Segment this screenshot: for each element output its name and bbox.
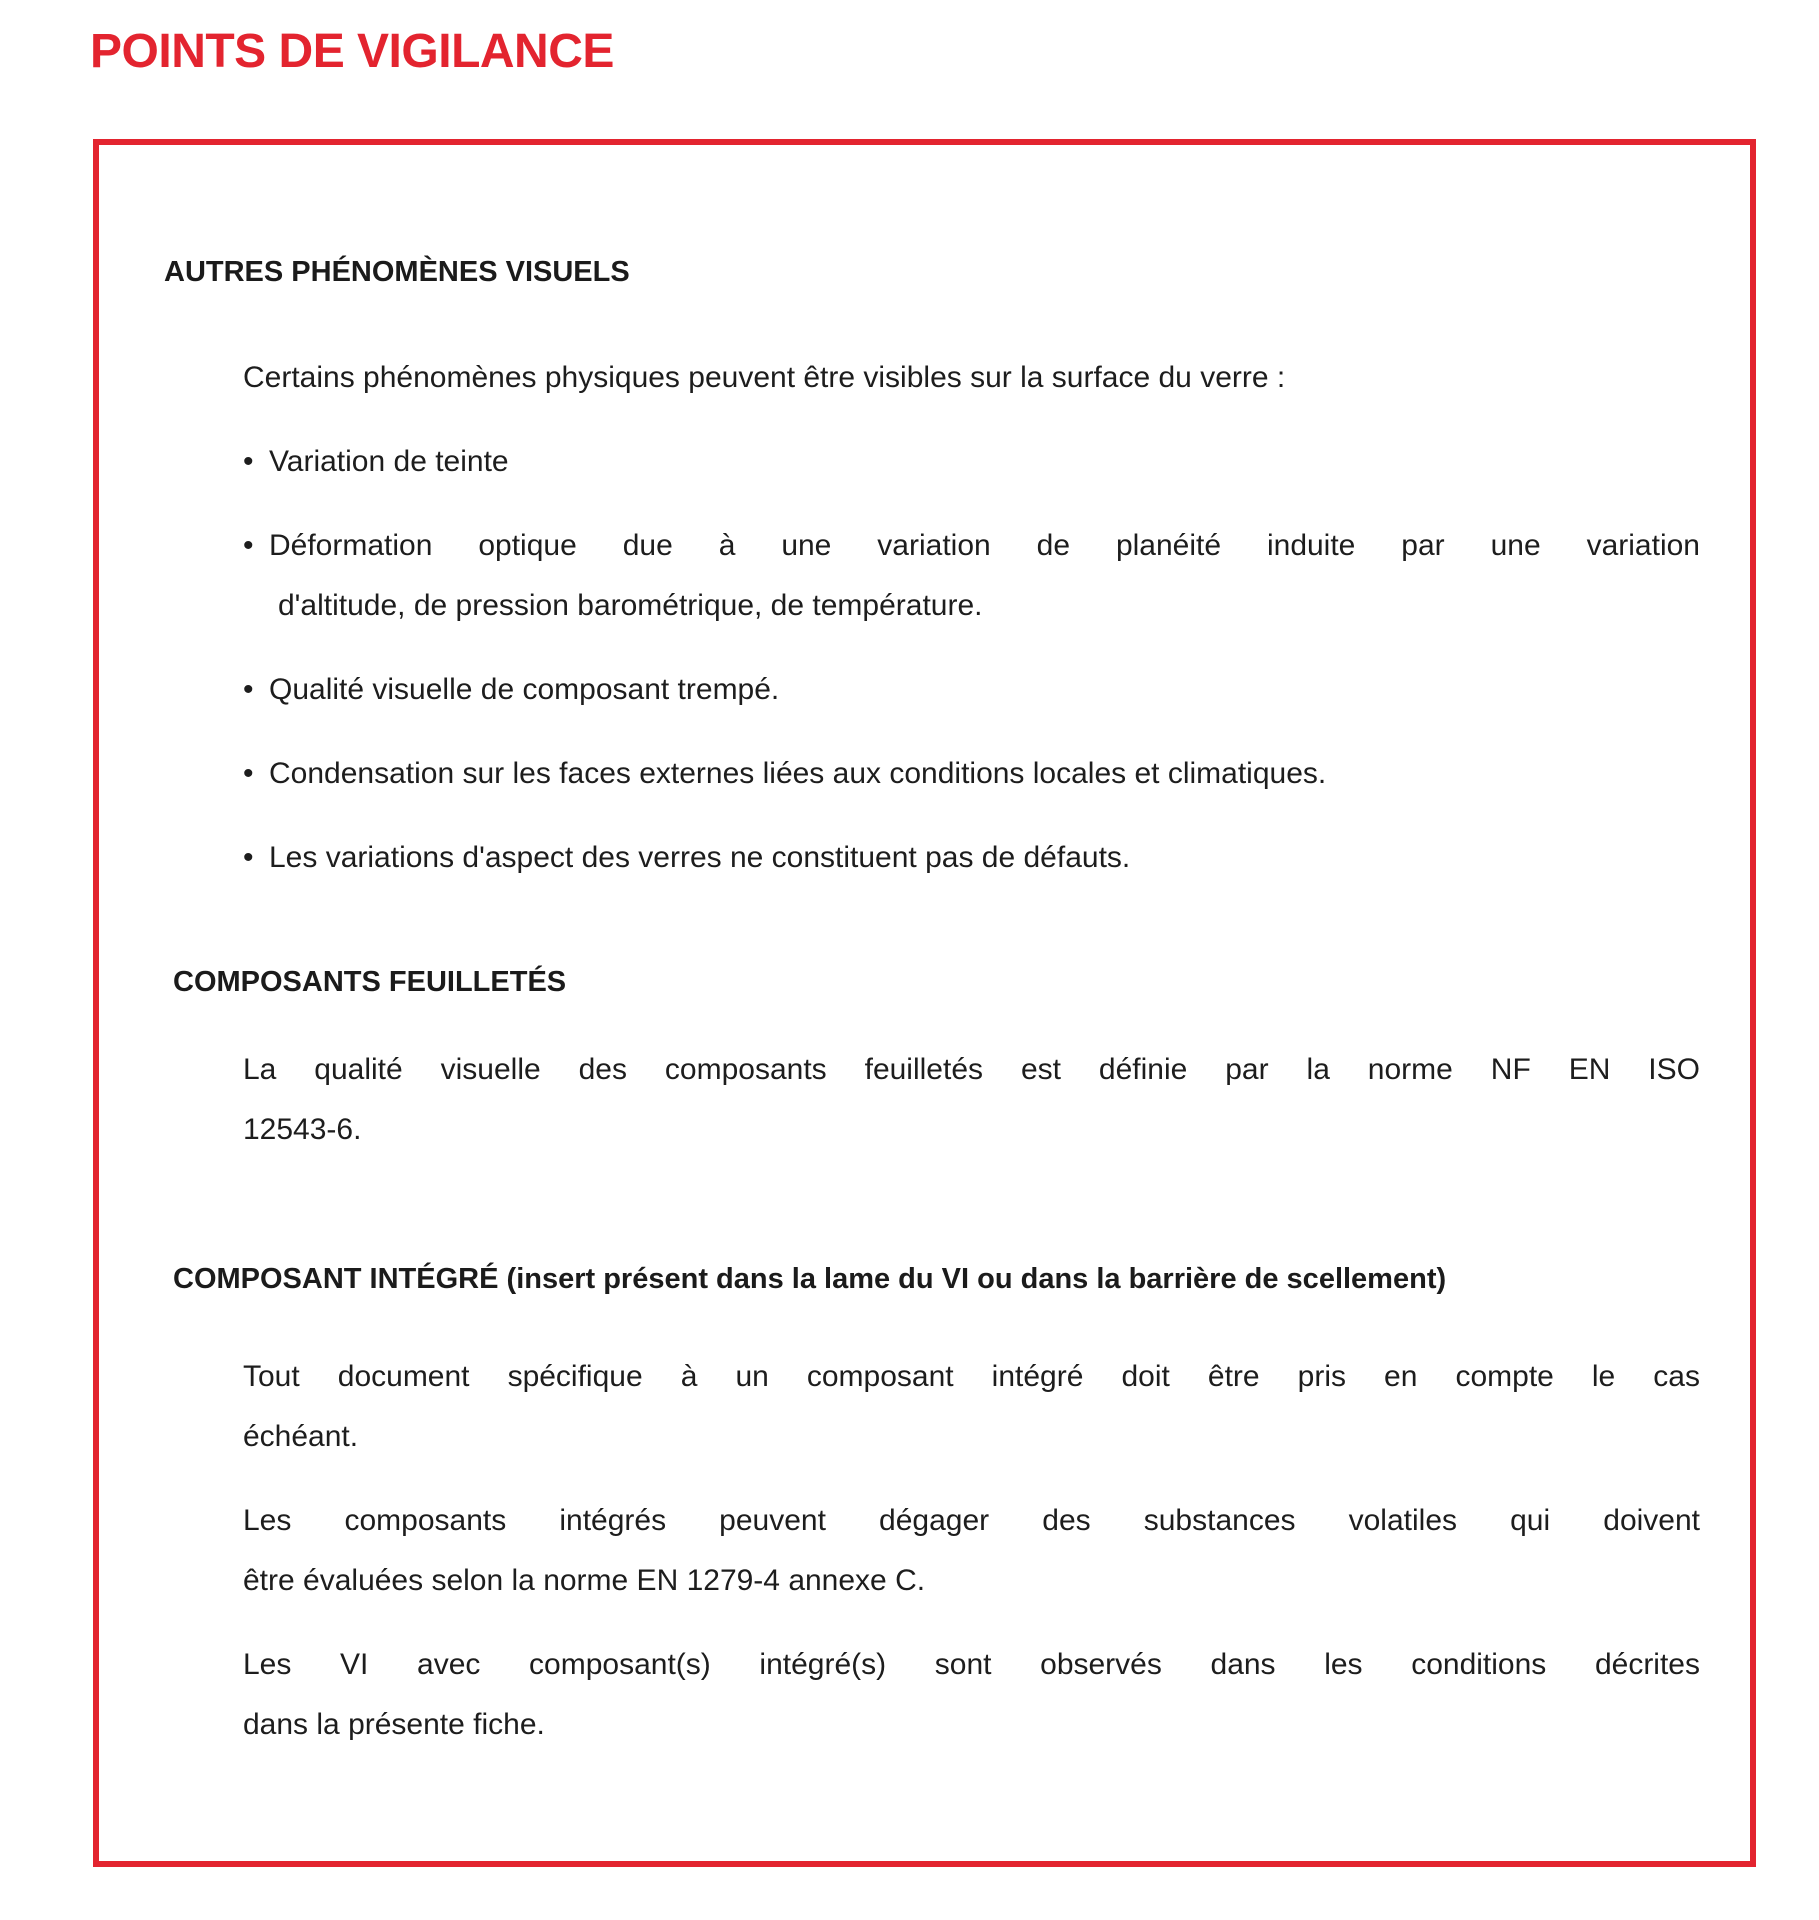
- paragraph-line: Tout document spécifique à un composant intégré doit être pris en compte le cas: [243, 1360, 1700, 1393]
- section-heading-detail: (insert présent dans la lame du VI ou dans la barrière de scellement): [506, 1263, 1447, 1295]
- intro-paragraph: Certains phénomènes physiques peuvent être visibles sur la surface du verre :: [243, 361, 1286, 394]
- bullet-text-line: Les variations d'aspect des verres ne constituent pas de défauts.: [269, 841, 1131, 874]
- page-title: POINTS DE VIGILANCE: [90, 25, 614, 78]
- bullet-text-line: d'altitude, de pression barométrique, de température.: [278, 589, 983, 622]
- paragraph-line: La qualité visuelle des composants feuilletés est définie par la norme NF EN ISO: [243, 1053, 1700, 1086]
- bullet-item-qualite-trempe: [243, 660, 1700, 720]
- bullet-text-block: [269, 828, 1700, 888]
- bullet-item-variation-teinte: [243, 432, 1700, 492]
- paragraph-line: Les composants intégrés peuvent dégager des substances volatiles qui doivent: [243, 1504, 1700, 1537]
- section-heading-main: COMPOSANT INTÉGRÉ: [173, 1263, 499, 1295]
- bullet-item-condensation: [243, 744, 1700, 804]
- paragraph-substances-volatiles: [243, 1491, 1700, 1611]
- bullet-text-block: [269, 744, 1700, 804]
- paragraph-line: échéant.: [243, 1420, 359, 1453]
- bullet-icon: •: [243, 757, 254, 790]
- bullet-text-line: Variation de teinte: [269, 445, 509, 478]
- section-heading-composants-feuilletes: COMPOSANTS FEUILLETÉS: [173, 966, 567, 998]
- bullet-text-line: Déformation optique due à une variation de planéité induite par une variation: [269, 529, 1700, 562]
- bullet-text-line: Qualité visuelle de composant trempé.: [269, 673, 780, 706]
- paragraph-line: être évaluées selon la norme EN 1279-4 annexe C.: [243, 1564, 926, 1597]
- section-heading-autres-phenomenes: AUTRES PHÉNOMÈNES VISUELS: [164, 256, 630, 288]
- paragraph-line: dans la présente fiche.: [243, 1708, 545, 1741]
- bullet-text-block: [269, 660, 1700, 720]
- bullet-text-line: Condensation sur les faces externes liées aux conditions locales et climatiques.: [269, 757, 1327, 790]
- bullet-icon: •: [243, 445, 254, 478]
- bullet-icon: •: [243, 529, 254, 562]
- bullet-icon: •: [243, 841, 254, 874]
- vigilance-frame: [93, 139, 1756, 1867]
- bullet-item-variations-aspect: [243, 828, 1700, 888]
- paragraph-line: 12543-6.: [243, 1113, 362, 1146]
- bullet-icon: •: [243, 673, 254, 706]
- bullet-text-block: [269, 516, 1700, 636]
- paragraph-document-specifique: [243, 1347, 1700, 1467]
- paragraph-norme-feuilletes: [243, 1040, 1700, 1160]
- paragraph-line: Les VI avec composant(s) intégré(s) sont observés dans les conditions décrites: [243, 1648, 1700, 1681]
- frame-content: [99, 145, 1750, 1755]
- paragraph-vi-observes: [243, 1635, 1700, 1755]
- bullet-item-deformation-optique: [243, 516, 1700, 636]
- bullet-text-block: [269, 432, 1700, 492]
- section-heading-composant-integre: [173, 1261, 1700, 1297]
